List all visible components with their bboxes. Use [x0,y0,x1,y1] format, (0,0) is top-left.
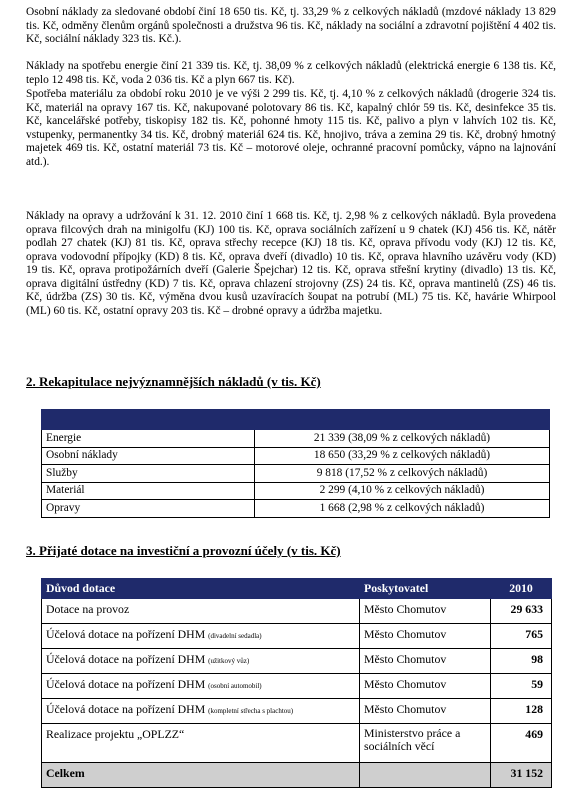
subsidy-reason [42,699,360,724]
table-row [42,430,550,448]
cost-table-header-bar [42,410,550,430]
subsidy-reason [42,649,360,674]
subsidies-table [41,578,552,788]
paragraph-material-costs: Spotřeba materiálu za období roku 2010 je ve výši 2 299 tis. Kč, tj. 4,10 % z celkových nákladů (drogerie 324 tis. Kč, materiál na opravy 167 tis. Kč, nakupované polotovary 86 tis. Kč, kapalný chlór 59 tis. Kč, desinfekce 35 tis. Kč, kancelářské potřeby, tiskopisy 182 tis. Kč, pohonné hmoty 115 tis. Kč, palivo a plyn v lahvích 102 tis. Kč, vstupenky, permanentky 34 tis. Kč, drobný materiál 624 tis. Kč, hnojivo, tráva a zemina 29 tis. Kč, drobný hmotný majetek 469 tis. Kč, ostatní materiál 73 tis. Kč – motorové oleje, ochranné pracovní pomůcky, vápno na lajnování atd.). [26,88,556,168]
subsidy-provider: Město Chomutov [360,599,491,624]
subsidy-reason [42,599,360,624]
subsidies-header-row [42,579,552,599]
cost-value: 1 668 (2,98 % z celkových nákladů) [255,500,550,518]
subsidy-amount: 98 [491,649,552,674]
table-row [42,674,552,699]
subsidy-reason-text: Účelová dotace na pořízení DHM [46,652,206,666]
cost-value: 2 299 (4,10 % z celkových nákladů) [255,482,550,500]
section-2-heading: 2. Rekapitulace nejvýznamnějších nákladů (v tis. Kč) [26,374,321,389]
table-row [42,500,550,518]
subsidies-total-row [42,763,552,788]
subsidy-note: (osobní automobil) [208,682,262,690]
table-row [42,699,552,724]
subsidy-provider: Město Chomutov [360,674,491,699]
column-header-year: 2010 [491,579,552,599]
subsidy-provider: Město Chomutov [360,624,491,649]
subsidy-reason [42,724,360,763]
subsidy-reason-text: Dotace na provoz [46,602,130,616]
cost-label: Služby [42,465,255,483]
total-label: Celkem [42,763,360,788]
cost-label: Materiál [42,482,255,500]
table-row [42,624,552,649]
subsidy-amount: 469 [491,724,552,763]
subsidy-reason-text: Účelová dotace na pořízení DHM [46,677,206,691]
subsidy-reason-text: Účelová dotace na pořízení DHM [46,702,206,716]
table-row [42,724,552,763]
subsidy-note: (užitkový vůz) [208,657,250,665]
table-row [42,599,552,624]
cost-value: 9 818 (17,52 % z celkových nákladů) [255,465,550,483]
subsidy-reason-text: Účelová dotace na pořízení DHM [46,627,206,641]
cost-value: 18 650 (33,29 % z celkových nákladů) [255,447,550,465]
table-row [42,482,550,500]
cost-label: Opravy [42,500,255,518]
paragraph-repair-costs: Náklady na opravy a udržování k 31. 12. 2010 činí 1 668 tis. Kč, tj. 2,98 % z celkových nákladů. Byla provedena oprava filcových drah na minigolfu (KJ) 100 tis. Kč, oprava sociálních zařízení u 9 chatek (KJ) 456 tis. Kč, nátěr podlah 27 chatek (KJ) 81 tis. Kč, oprava střechy recepce (KJ) 18 tis. Kč, oprava přívodu vody (KJ) 12 tis. Kč, oprava vodovodní přípojky (KD) 8 tis. Kč, oprava dveří (divadlo) 10 tis. Kč, oprava hlavního uzávěru vody (KD) 19 tis. Kč, oprava protipožárních dveří (Galerie Špejchar) 12 tis. Kč, oprava střešní krytiny (divadlo) 13 tis. Kč, oprava digitální ústředny (KD) 7 tis. Kč, oprava chlazení strojovny (ZS) 24 tis. Kč, oprava mantinelů (ZS) 46 tis. Kč, údržba (ZS) 30 tis. Kč, výměna dvou kusů uzavíracích šoupat na potrubí (ML) 75 tis. Kč, havárie Whirpool (ML) 60 tis. Kč, ostatní opravy 203 tis. Kč – drobné opravy a údržba majetku. [26,210,556,317]
subsidy-provider: Ministerstvo práce a sociálních věcí [360,724,491,763]
subsidy-note: (divadelní sedadla) [208,632,262,640]
paragraph-energy-costs: Náklady na spotřebu energie činí 21 339 tis. Kč, tj. 38,09 % z celkových nákladů (elektrická energie 6 138 tis. Kč, teplo 12 498 tis. Kč, voda 2 036 tis. Kč a plyn 667 tis. Kč). [26,60,556,86]
section-3-heading: 3. Přijaté dotace na investiční a provozní účely (v tis. Kč) [26,543,341,558]
subsidy-amount: 29 633 [491,599,552,624]
table-row [42,465,550,483]
cost-label: Osobní náklady [42,447,255,465]
subsidy-note: (kompletní střecha s plachtou) [208,707,294,715]
total-provider-empty [360,763,491,788]
cost-summary-table [41,409,550,518]
cost-value: 21 339 (38,09 % z celkových nákladů) [255,430,550,448]
cost-label: Energie [42,430,255,448]
subsidy-reason-text: Realizace projektu „OPLZZ“ [46,727,185,741]
total-amount: 31 152 [491,763,552,788]
column-header-provider: Poskytovatel [360,579,491,599]
table-row [42,649,552,674]
subsidy-amount: 765 [491,624,552,649]
subsidy-amount: 59 [491,674,552,699]
subsidy-amount: 128 [491,699,552,724]
subsidy-provider: Město Chomutov [360,649,491,674]
subsidy-provider: Město Chomutov [360,699,491,724]
column-header-reason: Důvod dotace [42,579,360,599]
table-row [42,447,550,465]
subsidy-reason [42,624,360,649]
paragraph-personnel-costs: Osobní náklady za sledované období činí 18 650 tis. Kč, tj. 33,29 % z celkových nákladů (mzdové náklady 13 829 tis. Kč, odměny členům orgánů společnosti a družstva 96 tis. Kč, náklady na sociální a zdravotní pojištění 4 402 tis. Kč, sociální náklady 323 tis. Kč.). [26,6,556,46]
subsidy-reason [42,674,360,699]
